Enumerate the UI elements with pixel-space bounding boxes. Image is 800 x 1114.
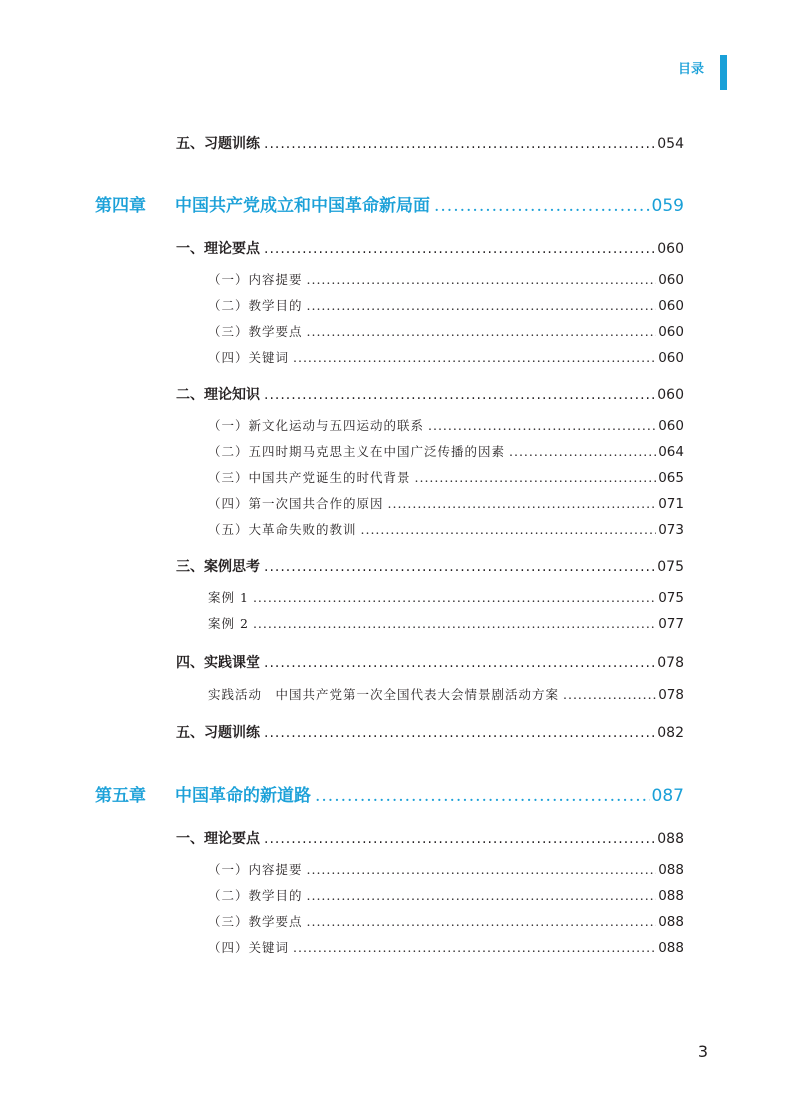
chapter-title: 中国革命的新道路 <box>175 786 311 806</box>
toc-subentry[interactable] <box>208 270 684 292</box>
toc-subentry-title: 案例 2 <box>208 616 249 631</box>
header-label: 目录 <box>677 62 704 77</box>
toc-entry-page: 054 <box>657 136 684 152</box>
toc-subentry-page: 064 <box>658 444 684 460</box>
toc-subentry-title: （三）教学要点 <box>208 324 303 339</box>
chapter-title: 中国共产党成立和中国革命新局面 <box>175 196 430 216</box>
page-number: 3 <box>697 1042 708 1061</box>
toc-subentry-page: 077 <box>658 616 684 632</box>
toc-subentry-title: （一）内容提要 <box>208 272 303 287</box>
leader-dots <box>264 387 655 403</box>
toc-entry[interactable] <box>176 384 684 406</box>
toc-entry-page: 088 <box>657 831 684 847</box>
leader-dots <box>307 298 657 313</box>
toc-subentry-page: 060 <box>658 418 684 434</box>
toc-subentry-title: （三）中国共产党诞生的时代背景 <box>208 470 411 485</box>
leader-dots <box>388 496 657 511</box>
toc-subentry[interactable] <box>208 442 684 464</box>
toc-entry-title: 三、案例思考 <box>176 559 260 575</box>
leader-dots <box>307 914 657 929</box>
toc-subentry[interactable] <box>208 322 684 344</box>
leader-dots <box>264 136 655 152</box>
toc-subentry-title: （四）关键词 <box>208 940 290 955</box>
toc-subentry[interactable] <box>208 468 684 490</box>
leader-dots <box>563 687 656 702</box>
toc-subentry-title: （一）新文化运动与五四运动的联系 <box>208 418 425 433</box>
leader-dots <box>293 940 656 955</box>
toc-subentry-page: 075 <box>658 590 684 606</box>
leader-dots <box>315 786 650 806</box>
toc-subentry-title: （三）教学要点 <box>208 914 303 929</box>
chapter-number: 第五章 <box>95 786 146 806</box>
toc-subentry-title: （四）第一次国共合作的原因 <box>208 496 384 511</box>
toc-subentry-page: 073 <box>658 522 684 538</box>
toc-subentry-page: 060 <box>658 298 684 314</box>
toc-subentry-page: 078 <box>658 687 684 703</box>
toc-subentry[interactable] <box>208 685 684 707</box>
leader-dots <box>361 522 657 537</box>
toc-subentry[interactable] <box>208 860 684 882</box>
chapter-page: 087 <box>651 786 684 806</box>
toc-subentry-page: 088 <box>658 862 684 878</box>
toc-entry[interactable] <box>176 828 684 850</box>
toc-subentry-title: （四）关键词 <box>208 350 290 365</box>
toc-subentry[interactable] <box>208 938 684 960</box>
toc-subentry-page: 065 <box>658 470 684 486</box>
toc-subentry[interactable] <box>208 520 684 542</box>
leader-dots <box>253 616 656 631</box>
toc-subentry-page: 060 <box>658 324 684 340</box>
toc-entry-title: 一、理论要点 <box>176 241 260 257</box>
toc-entry-title: 四、实践课堂 <box>176 655 260 671</box>
header-accent-bar <box>720 55 727 90</box>
leader-dots <box>293 350 656 365</box>
leader-dots <box>264 241 655 257</box>
toc-subentry[interactable] <box>208 296 684 318</box>
leader-dots <box>307 272 657 287</box>
toc-subentry-title: （二）教学目的 <box>208 298 303 313</box>
leader-dots <box>307 862 657 877</box>
toc-entry[interactable] <box>176 133 684 155</box>
leader-dots <box>415 470 657 485</box>
toc-subentry-page: 071 <box>658 496 684 512</box>
toc-subentry-title: 案例 1 <box>208 590 249 605</box>
toc-entry-page: 082 <box>657 725 684 741</box>
toc-subentry-title: （五）大革命失败的教训 <box>208 522 357 537</box>
toc-entry-page: 060 <box>657 241 684 257</box>
toc-subentry-page: 088 <box>658 914 684 930</box>
toc-subentry-title: 实践活动 中国共产党第一次全国代表大会情景剧活动方案 <box>208 687 560 702</box>
leader-dots <box>428 418 656 433</box>
toc-subentry[interactable] <box>208 614 684 636</box>
toc-entry-page: 075 <box>657 559 684 575</box>
toc-subentry-page: 088 <box>658 888 684 904</box>
toc-entry-title: 五、习题训练 <box>176 725 260 741</box>
toc-subentry[interactable] <box>208 416 684 438</box>
toc-entry-page: 060 <box>657 387 684 403</box>
toc-entry-title: 五、习题训练 <box>176 136 260 152</box>
leader-dots <box>434 196 650 216</box>
leader-dots <box>253 590 656 605</box>
toc-subentry-title: （二）五四时期马克思主义在中国广泛传播的因素 <box>208 444 506 459</box>
chapter-number: 第四章 <box>95 196 146 216</box>
toc-subentry-title: （二）教学目的 <box>208 888 303 903</box>
leader-dots <box>509 444 656 459</box>
toc-entry-page: 078 <box>657 655 684 671</box>
toc-subentry[interactable] <box>208 494 684 516</box>
toc-subentry-page: 088 <box>658 940 684 956</box>
chapter-entry[interactable] <box>95 191 684 219</box>
leader-dots <box>264 655 655 671</box>
chapter-page: 059 <box>651 196 684 216</box>
leader-dots <box>307 324 657 339</box>
leader-dots <box>264 831 655 847</box>
leader-dots <box>307 888 657 903</box>
leader-dots <box>264 725 655 741</box>
toc-entry[interactable] <box>176 238 684 260</box>
leader-dots <box>264 559 655 575</box>
toc-entry[interactable] <box>176 722 684 744</box>
toc-subentry-page: 060 <box>658 350 684 366</box>
toc-entry-title: 一、理论要点 <box>176 831 260 847</box>
toc-entry-title: 二、理论知识 <box>176 387 260 403</box>
toc-subentry[interactable] <box>208 886 684 908</box>
toc-subentry[interactable] <box>208 588 684 610</box>
chapter-entry[interactable] <box>95 781 684 809</box>
toc-entry[interactable] <box>176 652 684 674</box>
toc-subentry-title: （一）内容提要 <box>208 862 303 877</box>
toc-entry[interactable] <box>176 556 684 578</box>
toc-subentry-page: 060 <box>658 272 684 288</box>
toc-subentry[interactable] <box>208 912 684 934</box>
toc-subentry[interactable] <box>208 348 684 370</box>
